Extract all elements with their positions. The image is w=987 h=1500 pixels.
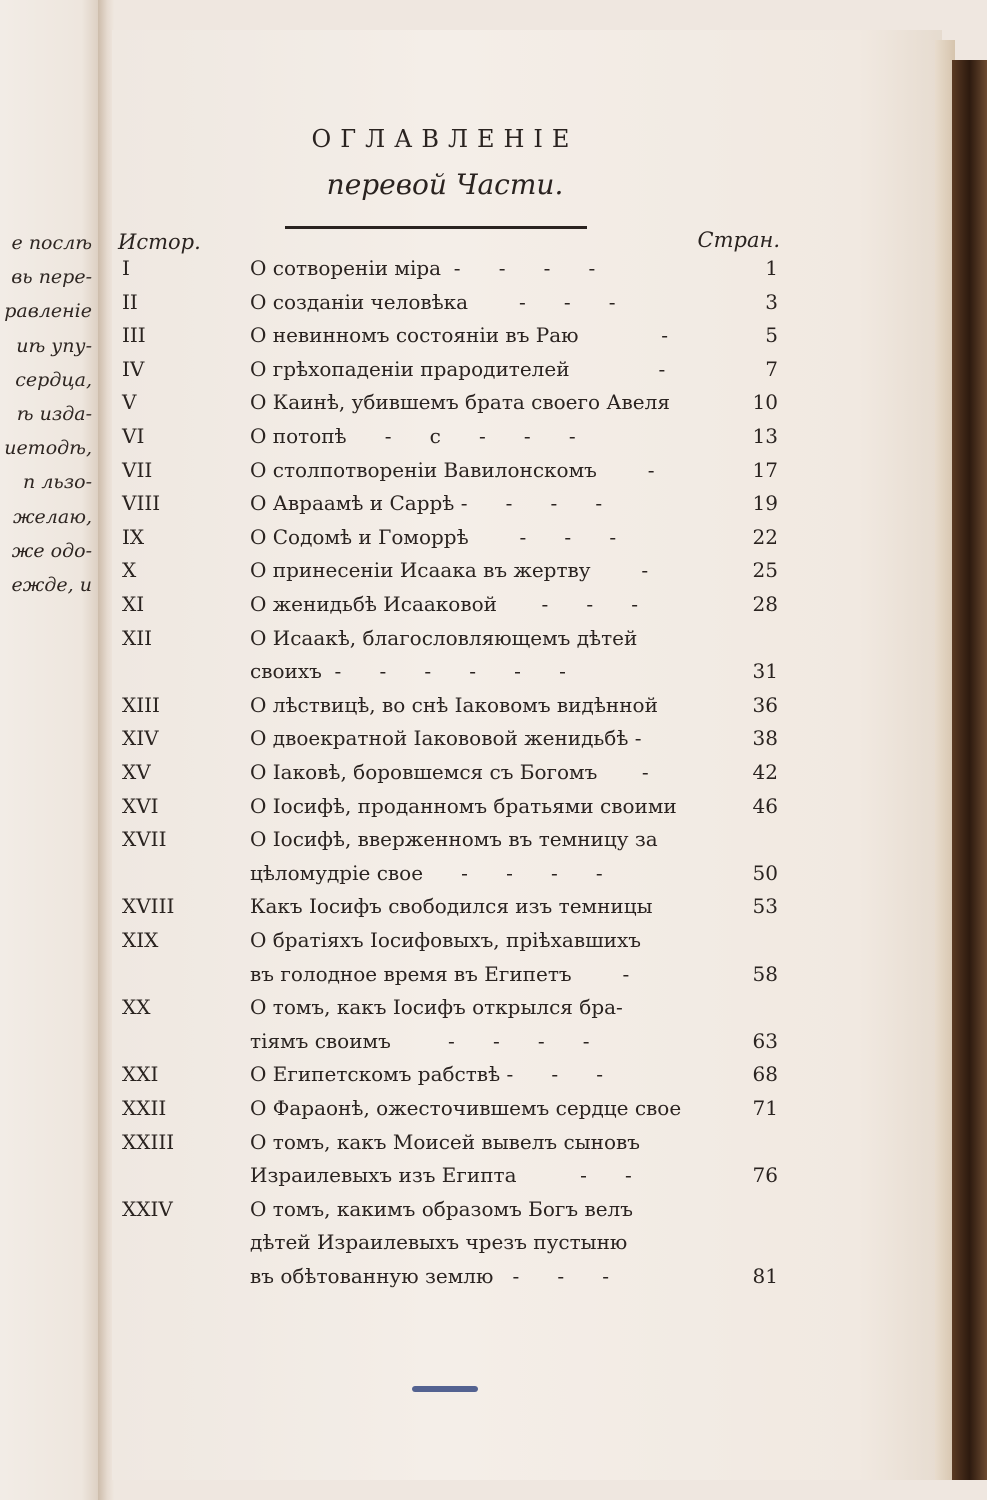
toc-entry-continuation: [0, 1230, 987, 1260]
left-page-fragment: иѣ упу-: [16, 334, 92, 357]
story-number: XI: [122, 592, 145, 616]
toc-entry: [0, 894, 987, 924]
toc-entry: [0, 424, 987, 454]
page-number: 63: [752, 1028, 778, 1053]
toc-entry: [0, 558, 987, 588]
entry-title: въ голодное время въ Египетъ -: [250, 961, 630, 986]
left-page-fragment: ежде, и: [11, 574, 92, 596]
toc-entry: [0, 1062, 987, 1092]
left-page-fragment: желаю,: [12, 505, 92, 528]
story-number: XIII: [122, 692, 160, 717]
toc-entry: [0, 726, 987, 756]
toc-entry-continuation: [0, 1163, 987, 1193]
entry-title: О сотвореніи міра - - - -: [250, 256, 596, 280]
entry-title: своихъ - - - - - -: [250, 659, 566, 684]
page-number: 36: [752, 692, 778, 717]
left-page-fragment: п льзо-: [23, 471, 92, 494]
story-number: XXIII: [122, 1129, 175, 1154]
story-number: IX: [122, 524, 145, 549]
column-header-page: Стран.: [697, 228, 780, 252]
entry-title: О столпотвореніи Вавилонскомъ -: [250, 457, 655, 482]
story-number: XVI: [122, 793, 159, 818]
toc-entry: [0, 760, 987, 790]
story-number: I: [122, 256, 130, 280]
entry-title: О невинномъ состояніи въ Раю -: [250, 323, 668, 348]
story-number: X: [122, 558, 137, 583]
left-page-fragment: иетодѣ,: [4, 437, 92, 460]
toc-entry: [0, 289, 987, 323]
left-page-fragment: вь пере-: [11, 266, 92, 289]
entry-title: О потопѣ - с - - -: [250, 424, 576, 448]
entry-title: О двоекратной Іакововой женидьбѣ -: [250, 726, 642, 751]
toc-entry: [0, 693, 987, 723]
page-subtitle: перевой Части.: [326, 168, 564, 201]
title-rule: [285, 226, 587, 229]
page-number: 53: [752, 894, 778, 919]
page-number: 5: [765, 323, 778, 348]
entry-title: О созданіи человѣка - - -: [250, 289, 616, 314]
story-number: VI: [122, 424, 145, 448]
story-number: XIV: [122, 726, 159, 751]
entry-title: О лѣствицѣ, во снѣ Іаковомъ видѣнной: [250, 692, 658, 717]
toc-entry: [0, 357, 987, 387]
entry-title: О Содомѣ и Гоморрѣ - - -: [250, 524, 617, 549]
toc-entry-continuation: [0, 1029, 987, 1059]
toc-entry: [0, 1130, 987, 1160]
story-number: VIII: [122, 491, 161, 516]
toc-entry: [0, 256, 987, 289]
toc-entry: [0, 491, 987, 521]
toc-entry: [0, 1096, 987, 1126]
entry-title: О Исаакѣ, благословляющемъ дѣтей: [250, 625, 638, 650]
page-number: 50: [752, 860, 778, 885]
toc-entry-continuation: [0, 1264, 987, 1294]
entry-title: О Іосифѣ, проданномъ братьями своими: [250, 793, 677, 818]
toc-entry: [0, 458, 987, 488]
toc-entry: [0, 390, 987, 420]
story-number: XXI: [122, 1062, 159, 1087]
toc-entry: [0, 1197, 987, 1227]
toc-entry: [0, 323, 987, 353]
story-number: XXIV: [122, 1196, 173, 1221]
page-number: 1: [765, 256, 778, 280]
page-number: 10: [752, 390, 778, 415]
entry-title: О Іаковѣ, боровшемся съ Богомъ -: [250, 760, 649, 784]
page-number: 42: [752, 760, 778, 784]
page-number: 13: [752, 424, 778, 448]
left-page-fragment: ѣ изда-: [16, 403, 92, 425]
entry-title: О Іосифѣ, вверженномъ въ темницу за: [250, 827, 658, 852]
entry-title: О Каинѣ, убившемъ брата своего Авеля: [250, 390, 670, 415]
page-number: 28: [752, 592, 778, 616]
ink-mark: [412, 1386, 478, 1392]
page-number: 17: [752, 457, 778, 482]
story-number: XXII: [122, 1096, 167, 1120]
entry-title: тіямъ своимъ - - - -: [250, 1028, 590, 1053]
story-number: IV: [122, 356, 145, 381]
toc-entry: [0, 794, 987, 824]
entry-title: О томъ, какъ Іосифъ открылся бра-: [250, 995, 623, 1020]
left-page-fragment: е послѣ: [11, 232, 92, 254]
entry-title: О Авраамѣ и Саррѣ - - - -: [250, 491, 603, 516]
toc-entry-continuation: [0, 659, 987, 689]
toc-entry: [0, 592, 987, 622]
story-number: V: [122, 390, 137, 415]
toc-entry: [0, 827, 987, 857]
page-number: 19: [752, 491, 778, 516]
entry-title: О томъ, какимъ образомъ Богъ велъ: [250, 1196, 633, 1221]
page-number: 71: [752, 1096, 778, 1120]
page-number: 38: [752, 726, 778, 751]
story-number: XII: [122, 625, 153, 650]
story-number: III: [122, 323, 146, 348]
entry-title: О принесеніи Исаака въ жертву -: [250, 558, 649, 583]
entry-title: цѣломудріе свое - - - -: [250, 860, 603, 885]
page-number: 3: [765, 289, 778, 314]
entry-title: О Фараонѣ, ожесточившемъ сердце свое: [250, 1096, 682, 1120]
page-number: 31: [752, 659, 778, 684]
page-number: 76: [752, 1163, 778, 1188]
page-number: 25: [752, 558, 778, 583]
entry-title: въ обѣтованную землю - - -: [250, 1264, 610, 1288]
story-number: XVIII: [122, 894, 175, 919]
toc-entry-continuation: [0, 861, 987, 891]
page-title: ОГЛАВЛЕНІЕ: [311, 125, 579, 153]
toc-entry-continuation: [0, 962, 987, 992]
page-number: 22: [752, 524, 778, 549]
left-page-fragment: же одо-: [11, 539, 92, 562]
entry-title: О Египетскомъ рабствѣ - - -: [250, 1062, 604, 1087]
story-number: VII: [122, 457, 153, 482]
entry-title: О томъ, какъ Моисей вывелъ сыновъ: [250, 1129, 640, 1154]
entry-title: Какъ Іосифъ свободился изъ темницы: [250, 894, 653, 919]
toc-entry: [0, 626, 987, 656]
entry-title: О грѣхопаденіи прародителей -: [250, 356, 666, 381]
page-number: 58: [752, 961, 778, 986]
entry-title: О братіяхъ Іосифовыхъ, пріѣхавшихъ: [250, 928, 642, 952]
story-number: XV: [122, 760, 151, 784]
story-number: XX: [122, 995, 151, 1020]
toc-entry: [0, 928, 987, 958]
toc-entry: [0, 995, 987, 1025]
entry-title: Израилевыхъ изъ Египта - -: [250, 1163, 632, 1188]
left-page-fragment: равленіе: [4, 300, 92, 323]
entry-title: дѣтей Израилевыхъ чрезъ пустыню: [250, 1230, 628, 1255]
toc-entry: [0, 525, 987, 555]
entry-title: О женидьбѣ Исааковой - - -: [250, 592, 639, 616]
story-number: XVII: [122, 827, 167, 852]
left-page-fragment: сердца,: [15, 368, 92, 391]
story-number: XIX: [122, 928, 159, 952]
page-number: 46: [752, 793, 778, 818]
page-number: 81: [752, 1264, 778, 1288]
page-number: 7: [765, 356, 778, 381]
column-header-story: Истор.: [118, 230, 201, 254]
page-number: 68: [752, 1062, 778, 1087]
story-number: II: [122, 289, 138, 314]
